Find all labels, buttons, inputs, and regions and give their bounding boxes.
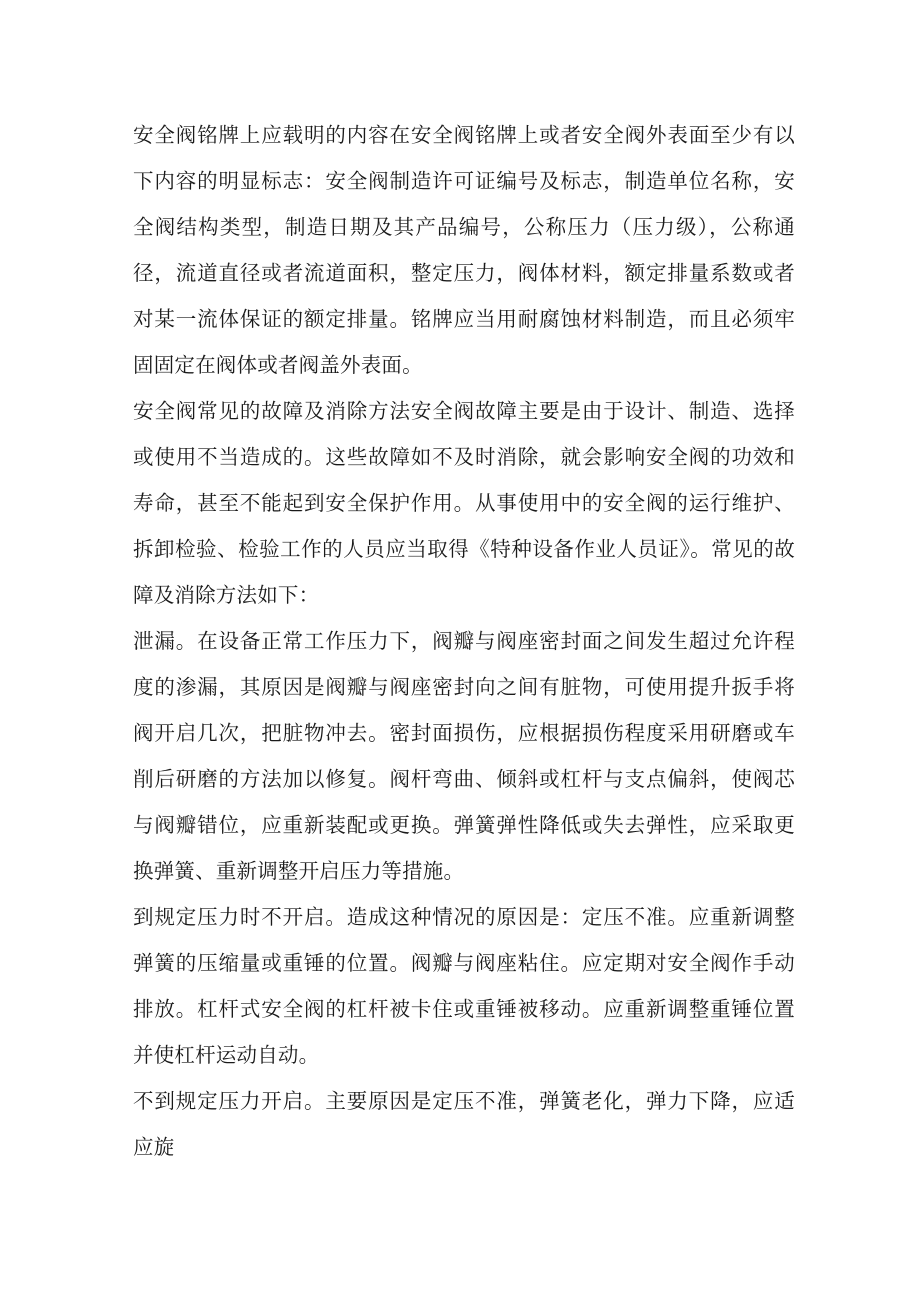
paragraph-leakage: 泄漏。在设备正常工作压力下，阀瓣与阀座密封面之间发生超过允许程度的渗漏，其原因是阀瓣与阀座密封向之间有脏物，可使用提升扳手将阀开启几次，把脏物冲去。密封面损伤，应根据损伤程度采用研磨或车削后研磨的方法加以修复。阀杆弯曲、倾斜或杠杆与支点偏斜，使阀芯与阀瓣错位，应重新装配或更换。弹簧弹性降低或失去弹性，应采取更换弹簧、重新调整开启压力等措施。: [133, 629, 795, 883]
document-body: [133, 112, 795, 1170]
paragraph-early-opening: 不到规定压力开启。主要原因是定压不准，弹簧老化，弹力下降，应适应旋: [133, 1089, 795, 1159]
paragraph-nameplate: 安全阀铭牌上应载明的内容在安全阀铭牌上或者安全阀外表面至少有以下内容的明显标志：安全阀制造许可证编号及标志，制造单位名称，安全阀结构类型，制造日期及其产品编号，公称压力（压力级），公称通径，流道直径或者流道面积，整定压力，阀体材料，额定排量系数或者对某一流体保证的额定排量。铭牌应当用耐腐蚀材料制造，而且必须牢固固定在阀体或者阀盖外表面。: [133, 123, 795, 377]
paragraph-not-opening: 到规定压力时不开启。造成这种情况的原因是：定压不准。应重新调整弹簧的压缩量或重锤的位置。阀瓣与阀座粘住。应定期对安全阀作手动排放。杠杆式安全阀的杠杆被卡住或重锤被移动。应重新调整重锤位置并使杠杆运动自动。: [133, 905, 795, 1067]
paragraph-common-faults: 安全阀常见的故障及消除方法安全阀故障主要是由于设计、制造、选择或使用不当造成的。这些故障如不及时消除，就会影响安全阀的功效和寿命，甚至不能起到安全保护作用。从事使用中的安全阀的运行维护、拆卸检验、检验工作的人员应当取得《特种设备作业人员证》。常见的故障及消除方法如下：: [133, 399, 795, 607]
